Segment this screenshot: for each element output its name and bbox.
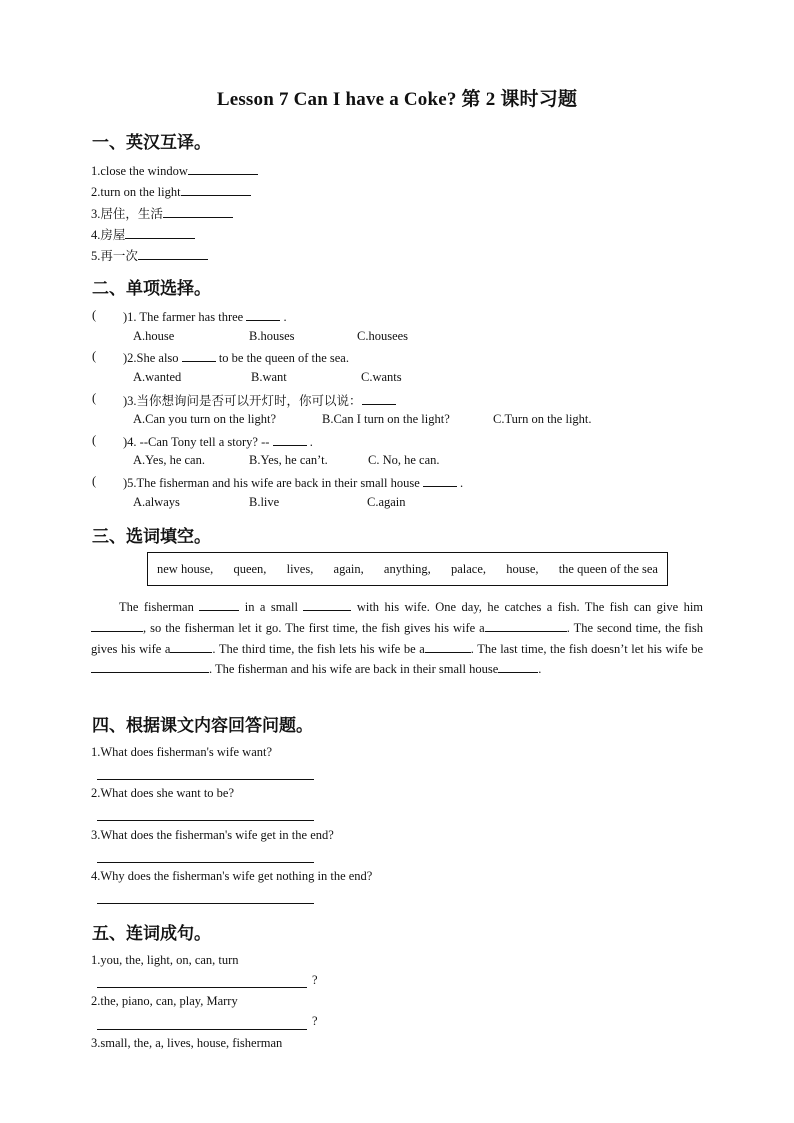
- answer-blank[interactable]: [163, 205, 233, 218]
- translate-item-2: 2.turn on the light: [91, 183, 251, 200]
- question-mark: ?: [312, 973, 318, 987]
- answer-paren[interactable]: (: [92, 391, 97, 405]
- option-b[interactable]: B.Can I turn on the light?: [322, 412, 450, 426]
- translate-item-3: 3.居住，生活: [91, 204, 233, 222]
- option-c[interactable]: C.wants: [361, 370, 402, 384]
- question-3: 3.What does the fisherman's wife get in the end?: [91, 828, 334, 842]
- word-bank-item: palace,: [450, 561, 487, 576]
- option-c[interactable]: C.again: [367, 495, 406, 509]
- section-4-heading: 四、根据课文内容回答问题。: [92, 716, 313, 736]
- option-c[interactable]: C.Turn on the light.: [493, 412, 592, 426]
- mc-question-2: )2.She also to be the queen of the sea.: [123, 351, 349, 365]
- answer-blank[interactable]: [170, 640, 212, 653]
- answer-blank[interactable]: [125, 226, 195, 239]
- word-bank-item: the queen of the sea: [558, 561, 658, 576]
- word-bank-item: lives,: [286, 561, 314, 576]
- cloze-paragraph: The fisherman in a small with his wife. One day, he catches a fish. The fish can give him , so the fisherman let it go. The first time, the fish gives his wife a . The second time, the fish gives his wife a . The third time, the fish lets his wife be a . The last time, the fish doesn’t let his wife be. The fisherman and his wife are back in their small house .: [91, 600, 704, 677]
- answer-blank[interactable]: [273, 433, 307, 446]
- word-bank-item: house,: [506, 561, 539, 576]
- scramble-item-2: 2.the, piano, can, play, Marry: [91, 994, 238, 1008]
- translate-item-4: 4.房屋: [91, 225, 195, 243]
- translate-item-5: 5.再一次: [91, 246, 208, 264]
- answer-blank[interactable]: [246, 308, 280, 321]
- answer-paren[interactable]: (: [92, 474, 97, 488]
- option-b[interactable]: B.houses: [249, 329, 295, 343]
- word-bank: [147, 552, 668, 586]
- question-2: 2.What does she want to be?: [91, 786, 235, 800]
- answer-blank[interactable]: [182, 349, 216, 362]
- section-2-heading: 二、单项选择。: [92, 279, 211, 299]
- page-title: Lesson 7 Can I have a Coke? 第 2 课时习题: [216, 89, 578, 110]
- answer-blank[interactable]: [91, 619, 143, 632]
- option-c[interactable]: C. No, he can.: [368, 453, 440, 467]
- section-5-heading: 五、连词成句。: [92, 924, 211, 944]
- option-b[interactable]: B.Yes, he can’t.: [249, 453, 328, 467]
- answer-line[interactable]: [97, 986, 307, 988]
- option-b[interactable]: B.want: [251, 370, 287, 384]
- answer-blank[interactable]: [362, 392, 396, 405]
- answer-paren[interactable]: (: [92, 349, 97, 363]
- answer-blank[interactable]: [498, 660, 538, 673]
- answer-line[interactable]: [97, 819, 314, 821]
- answer-line[interactable]: [97, 861, 314, 863]
- word-bank-item: new house,: [157, 561, 214, 576]
- answer-blank[interactable]: [199, 598, 239, 611]
- option-a[interactable]: A.wanted: [133, 370, 182, 384]
- answer-blank[interactable]: [91, 660, 209, 673]
- answer-blank[interactable]: [138, 247, 208, 260]
- answer-blank[interactable]: [485, 619, 567, 632]
- answer-paren[interactable]: (: [92, 308, 97, 322]
- section-1-heading: 一、英汉互译。: [92, 133, 211, 153]
- option-c[interactable]: C.housees: [357, 329, 409, 343]
- mc-question-5: )5.The fisherman and his wife are back in their small house .: [123, 476, 464, 490]
- option-b[interactable]: B.live: [249, 495, 280, 509]
- word-bank-item: again,: [333, 561, 364, 576]
- translate-item-1: 1.close the window: [91, 162, 258, 179]
- option-a[interactable]: A.Yes, he can.: [133, 453, 205, 467]
- answer-blank[interactable]: [181, 183, 251, 196]
- question-4: 4.Why does the fisherman's wife get nothing in the end?: [91, 869, 373, 883]
- answer-blank[interactable]: [423, 474, 457, 487]
- section-3-heading: 三、选词填空。: [92, 527, 211, 547]
- answer-paren[interactable]: (: [92, 433, 97, 447]
- answer-blank[interactable]: [303, 598, 351, 611]
- mc-question-1: )1. The farmer has three .: [123, 310, 287, 324]
- answer-line[interactable]: [97, 778, 314, 780]
- mc-question-4: )4. --Can Tony tell a story? -- .: [123, 435, 313, 449]
- scramble-item-3: 3.small, the, a, lives, house, fisherman: [91, 1036, 283, 1050]
- question-mark: ?: [312, 1014, 318, 1028]
- option-a[interactable]: A.Can you turn on the light?: [133, 412, 277, 426]
- scramble-item-1: 1.you, the, light, on, can, turn: [91, 953, 239, 967]
- answer-line[interactable]: [97, 902, 314, 904]
- word-bank-item: anything,: [383, 561, 431, 576]
- answer-blank[interactable]: [188, 162, 258, 175]
- answer-blank[interactable]: [425, 640, 471, 653]
- answer-line[interactable]: [97, 1028, 307, 1030]
- mc-question-3: )3.当你想询问是否可以开灯时，你可以说：: [123, 391, 396, 409]
- option-a[interactable]: A.always: [133, 495, 180, 509]
- question-1: 1.What does fisherman's wife want?: [91, 745, 273, 759]
- option-a[interactable]: A.house: [133, 329, 175, 343]
- word-bank-item: queen,: [233, 561, 267, 576]
